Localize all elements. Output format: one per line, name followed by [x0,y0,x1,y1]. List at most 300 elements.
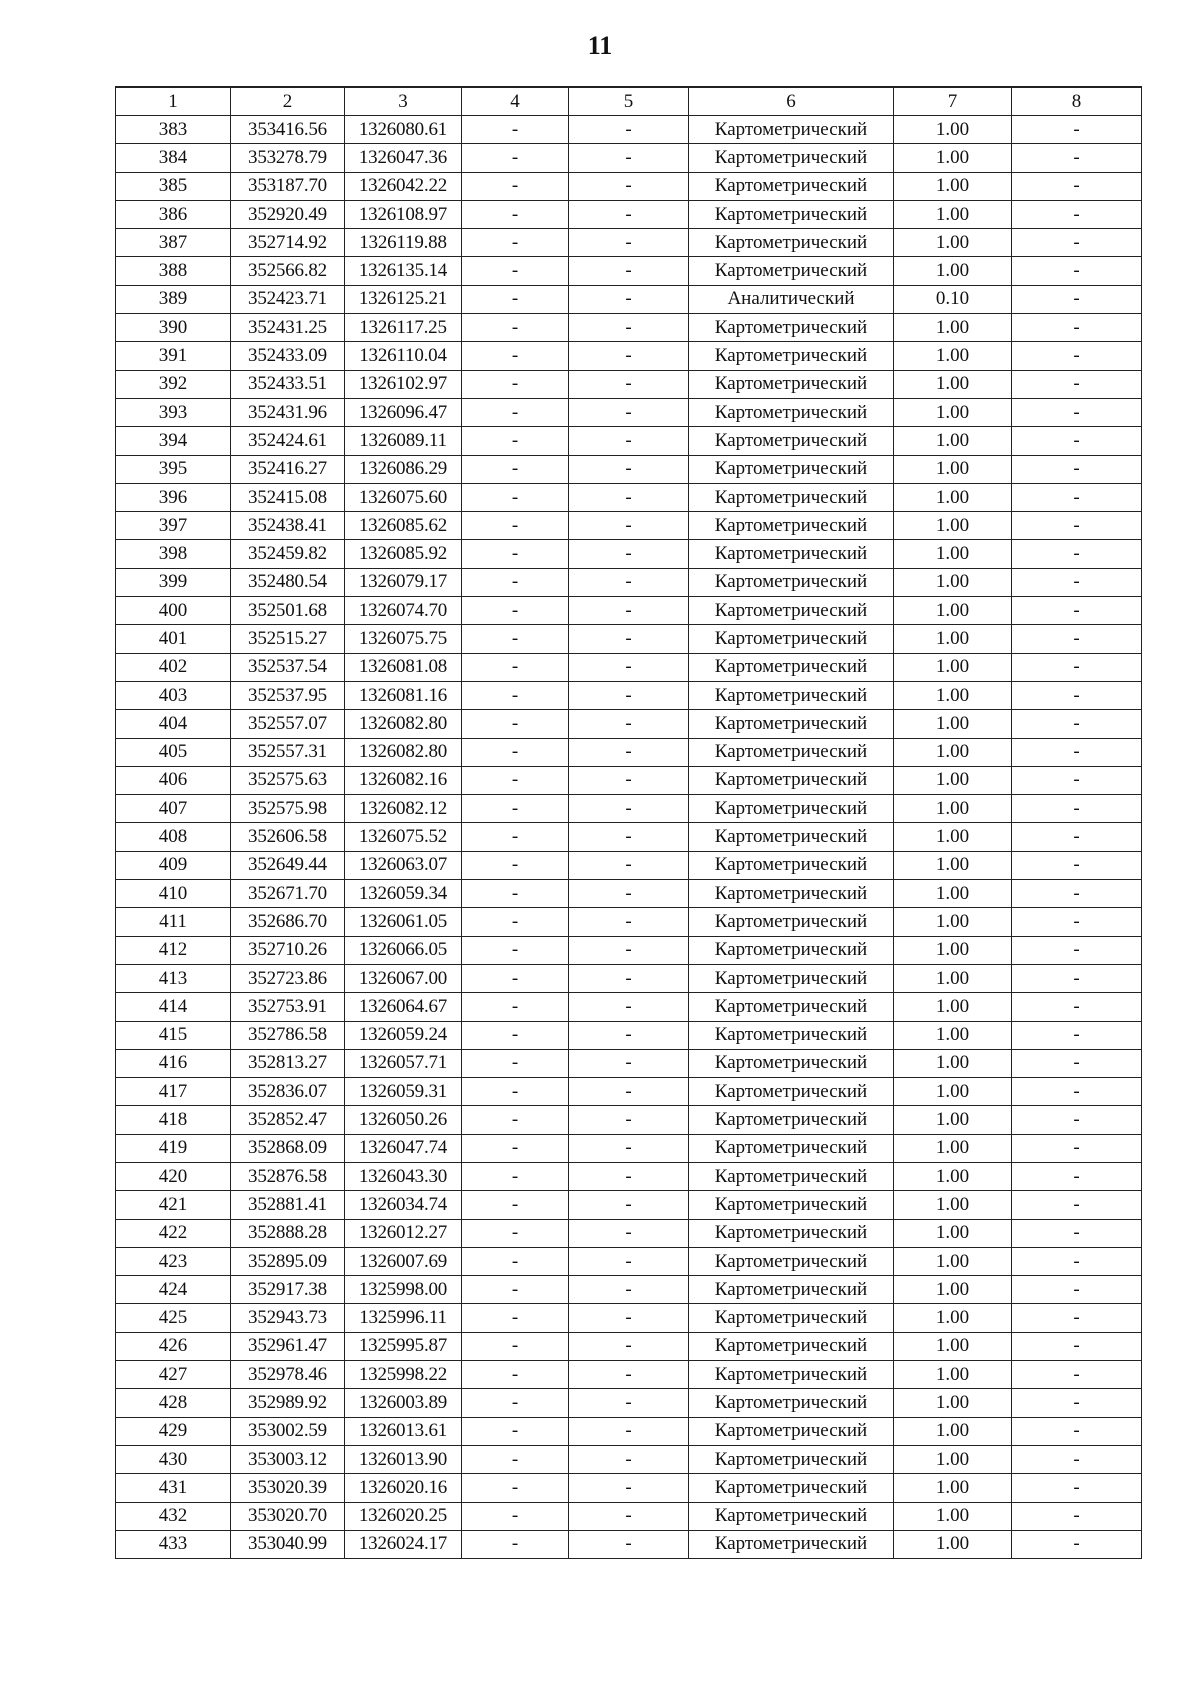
method-cell: Картометрический [689,1389,894,1417]
point-number-cell: 421 [116,1191,231,1219]
y-coordinate-cell: 1326012.27 [345,1219,462,1247]
column-4-cell: - [462,1389,569,1417]
x-coordinate-cell: 352431.25 [231,314,345,342]
column-5-cell: - [569,483,689,511]
x-coordinate-cell: 352920.49 [231,200,345,228]
column-5-cell: - [569,795,689,823]
point-number-cell: 406 [116,766,231,794]
column-5-cell: - [569,681,689,709]
method-cell: Картометрический [689,144,894,172]
point-number-cell: 384 [116,144,231,172]
method-cell: Картометрический [689,936,894,964]
table-row [116,1502,1142,1530]
accuracy-cell: 1.00 [894,1134,1012,1162]
column-header: 3 [345,87,462,116]
column-5-cell: - [569,908,689,936]
point-number-cell: 402 [116,653,231,681]
table-row [116,738,1142,766]
point-number-cell: 398 [116,540,231,568]
method-cell: Картометрический [689,1502,894,1530]
accuracy-cell: 1.00 [894,795,1012,823]
point-number-cell: 383 [116,116,231,144]
point-number-cell: 427 [116,1361,231,1389]
table-row [116,1021,1142,1049]
table-row [116,766,1142,794]
column-4-cell: - [462,880,569,908]
accuracy-cell: 1.00 [894,257,1012,285]
accuracy-cell: 1.00 [894,144,1012,172]
column-8-cell: - [1012,342,1142,370]
table-row [116,144,1142,172]
method-cell: Картометрический [689,257,894,285]
column-5-cell: - [569,1502,689,1530]
column-8-cell: - [1012,1219,1142,1247]
accuracy-cell: 1.00 [894,1502,1012,1530]
method-cell: Картометрический [689,172,894,200]
column-8-cell: - [1012,1078,1142,1106]
x-coordinate-cell: 352961.47 [231,1332,345,1360]
x-coordinate-cell: 352723.86 [231,964,345,992]
x-coordinate-cell: 353003.12 [231,1445,345,1473]
method-cell: Картометрический [689,1078,894,1106]
y-coordinate-cell: 1326063.07 [345,851,462,879]
accuracy-cell: 1.00 [894,1191,1012,1219]
accuracy-cell: 1.00 [894,540,1012,568]
y-coordinate-cell: 1326081.16 [345,681,462,709]
column-header: 1 [116,87,231,116]
method-cell: Картометрический [689,455,894,483]
point-number-cell: 423 [116,1247,231,1275]
table-row [116,172,1142,200]
table-row [116,398,1142,426]
method-cell: Картометрический [689,851,894,879]
method-cell: Картометрический [689,597,894,625]
column-8-cell: - [1012,172,1142,200]
column-4-cell: - [462,455,569,483]
x-coordinate-cell: 352989.92 [231,1389,345,1417]
y-coordinate-cell: 1325995.87 [345,1332,462,1360]
method-cell: Картометрический [689,1417,894,1445]
column-5-cell: - [569,370,689,398]
column-5-cell: - [569,342,689,370]
y-coordinate-cell: 1326042.22 [345,172,462,200]
table-row [116,314,1142,342]
y-coordinate-cell: 1326080.61 [345,116,462,144]
method-cell: Картометрический [689,964,894,992]
method-cell: Картометрический [689,738,894,766]
y-coordinate-cell: 1326059.31 [345,1078,462,1106]
x-coordinate-cell: 352836.07 [231,1078,345,1106]
accuracy-cell: 1.00 [894,823,1012,851]
x-coordinate-cell: 352575.98 [231,795,345,823]
table-row [116,1134,1142,1162]
column-8-cell: - [1012,710,1142,738]
column-header: 5 [569,87,689,116]
method-cell: Картометрический [689,1445,894,1473]
accuracy-cell: 1.00 [894,908,1012,936]
column-8-cell: - [1012,1474,1142,1502]
table-row [116,512,1142,540]
x-coordinate-cell: 352714.92 [231,229,345,257]
accuracy-cell: 1.00 [894,1361,1012,1389]
y-coordinate-cell: 1326067.00 [345,964,462,992]
accuracy-cell: 1.00 [894,455,1012,483]
accuracy-cell: 1.00 [894,116,1012,144]
method-cell: Картометрический [689,625,894,653]
method-cell: Картометрический [689,342,894,370]
column-4-cell: - [462,172,569,200]
column-5-cell: - [569,1361,689,1389]
column-5-cell: - [569,1474,689,1502]
column-4-cell: - [462,1191,569,1219]
point-number-cell: 414 [116,993,231,1021]
method-cell: Картометрический [689,1530,894,1558]
y-coordinate-cell: 1326059.34 [345,880,462,908]
point-number-cell: 425 [116,1304,231,1332]
y-coordinate-cell: 1326075.60 [345,483,462,511]
column-8-cell: - [1012,427,1142,455]
y-coordinate-cell: 1326066.05 [345,936,462,964]
column-5-cell: - [569,200,689,228]
column-8-cell: - [1012,823,1142,851]
column-5-cell: - [569,851,689,879]
y-coordinate-cell: 1326082.80 [345,738,462,766]
column-4-cell: - [462,144,569,172]
method-cell: Картометрический [689,398,894,426]
accuracy-cell: 1.00 [894,229,1012,257]
y-coordinate-cell: 1326020.25 [345,1502,462,1530]
method-cell: Картометрический [689,880,894,908]
column-5-cell: - [569,1219,689,1247]
y-coordinate-cell: 1326119.88 [345,229,462,257]
point-number-cell: 410 [116,880,231,908]
point-number-cell: 413 [116,964,231,992]
table-row [116,993,1142,1021]
column-4-cell: - [462,1247,569,1275]
method-cell: Картометрический [689,1021,894,1049]
column-8-cell: - [1012,455,1142,483]
table-row [116,1474,1142,1502]
column-4-cell: - [462,993,569,1021]
y-coordinate-cell: 1326079.17 [345,568,462,596]
x-coordinate-cell: 352415.08 [231,483,345,511]
accuracy-cell: 1.00 [894,851,1012,879]
column-4-cell: - [462,229,569,257]
y-coordinate-cell: 1326074.70 [345,597,462,625]
y-coordinate-cell: 1326135.14 [345,257,462,285]
table-row [116,1304,1142,1332]
column-4-cell: - [462,766,569,794]
accuracy-cell: 1.00 [894,1049,1012,1077]
y-coordinate-cell: 1326007.69 [345,1247,462,1275]
column-4-cell: - [462,625,569,653]
point-number-cell: 385 [116,172,231,200]
column-8-cell: - [1012,314,1142,342]
y-coordinate-cell: 1326089.11 [345,427,462,455]
column-4-cell: - [462,314,569,342]
y-coordinate-cell: 1325996.11 [345,1304,462,1332]
column-4-cell: - [462,1134,569,1162]
point-number-cell: 388 [116,257,231,285]
method-cell: Картометрический [689,1162,894,1190]
column-8-cell: - [1012,116,1142,144]
table-row [116,1078,1142,1106]
point-number-cell: 396 [116,483,231,511]
column-5-cell: - [569,398,689,426]
column-5-cell: - [569,1304,689,1332]
accuracy-cell: 1.00 [894,342,1012,370]
x-coordinate-cell: 352423.71 [231,285,345,313]
accuracy-cell: 1.00 [894,314,1012,342]
column-5-cell: - [569,823,689,851]
column-5-cell: - [569,1389,689,1417]
column-5-cell: - [569,993,689,1021]
coordinates-table [115,86,1142,1559]
column-5-cell: - [569,1247,689,1275]
x-coordinate-cell: 352710.26 [231,936,345,964]
point-number-cell: 431 [116,1474,231,1502]
column-5-cell: - [569,1078,689,1106]
column-4-cell: - [462,738,569,766]
accuracy-cell: 1.00 [894,1417,1012,1445]
point-number-cell: 433 [116,1530,231,1558]
column-8-cell: - [1012,1134,1142,1162]
x-coordinate-cell: 352686.70 [231,908,345,936]
column-4-cell: - [462,1106,569,1134]
column-4-cell: - [462,1417,569,1445]
method-cell: Картометрический [689,512,894,540]
column-5-cell: - [569,116,689,144]
point-number-cell: 387 [116,229,231,257]
accuracy-cell: 1.00 [894,1078,1012,1106]
accuracy-cell: 1.00 [894,1021,1012,1049]
column-5-cell: - [569,1276,689,1304]
x-coordinate-cell: 352649.44 [231,851,345,879]
point-number-cell: 397 [116,512,231,540]
table-row [116,370,1142,398]
x-coordinate-cell: 352978.46 [231,1361,345,1389]
accuracy-cell: 1.00 [894,993,1012,1021]
table-row [116,200,1142,228]
x-coordinate-cell: 352459.82 [231,540,345,568]
y-coordinate-cell: 1326110.04 [345,342,462,370]
column-4-cell: - [462,908,569,936]
column-4-cell: - [462,1276,569,1304]
column-5-cell: - [569,1417,689,1445]
column-5-cell: - [569,1530,689,1558]
x-coordinate-cell: 352537.95 [231,681,345,709]
y-coordinate-cell: 1326081.08 [345,653,462,681]
column-8-cell: - [1012,681,1142,709]
x-coordinate-cell: 352813.27 [231,1049,345,1077]
accuracy-cell: 1.00 [894,880,1012,908]
column-8-cell: - [1012,200,1142,228]
column-4-cell: - [462,512,569,540]
point-number-cell: 403 [116,681,231,709]
column-4-cell: - [462,1049,569,1077]
x-coordinate-cell: 352424.61 [231,427,345,455]
accuracy-cell: 1.00 [894,1389,1012,1417]
accuracy-cell: 1.00 [894,1445,1012,1473]
x-coordinate-cell: 353416.56 [231,116,345,144]
column-5-cell: - [569,1106,689,1134]
x-coordinate-cell: 352786.58 [231,1021,345,1049]
method-cell: Картометрический [689,993,894,1021]
accuracy-cell: 1.00 [894,483,1012,511]
column-5-cell: - [569,540,689,568]
x-coordinate-cell: 352537.54 [231,653,345,681]
column-8-cell: - [1012,908,1142,936]
point-number-cell: 392 [116,370,231,398]
table-row [116,1332,1142,1360]
column-4-cell: - [462,285,569,313]
x-coordinate-cell: 353020.39 [231,1474,345,1502]
column-4-cell: - [462,370,569,398]
table-row [116,710,1142,738]
x-coordinate-cell: 352416.27 [231,455,345,483]
table-row [116,1530,1142,1558]
column-8-cell: - [1012,1106,1142,1134]
method-cell: Картометрический [689,1219,894,1247]
column-4-cell: - [462,1332,569,1360]
column-8-cell: - [1012,1502,1142,1530]
table-row [116,653,1142,681]
table-row [116,1162,1142,1190]
table-row [116,823,1142,851]
column-4-cell: - [462,398,569,426]
point-number-cell: 409 [116,851,231,879]
table-row [116,483,1142,511]
y-coordinate-cell: 1326117.25 [345,314,462,342]
accuracy-cell: 1.00 [894,1162,1012,1190]
y-coordinate-cell: 1326125.21 [345,285,462,313]
column-5-cell: - [569,880,689,908]
x-coordinate-cell: 352895.09 [231,1247,345,1275]
point-number-cell: 412 [116,936,231,964]
x-coordinate-cell: 352433.09 [231,342,345,370]
column-5-cell: - [569,710,689,738]
method-cell: Картометрический [689,427,894,455]
column-8-cell: - [1012,512,1142,540]
accuracy-cell: 1.00 [894,681,1012,709]
accuracy-cell: 1.00 [894,964,1012,992]
column-8-cell: - [1012,936,1142,964]
column-8-cell: - [1012,1332,1142,1360]
point-number-cell: 400 [116,597,231,625]
method-cell: Картометрический [689,1276,894,1304]
method-cell: Картометрический [689,314,894,342]
column-5-cell: - [569,427,689,455]
column-4-cell: - [462,257,569,285]
x-coordinate-cell: 353278.79 [231,144,345,172]
y-coordinate-cell: 1326013.90 [345,1445,462,1473]
point-number-cell: 411 [116,908,231,936]
accuracy-cell: 1.00 [894,653,1012,681]
x-coordinate-cell: 352431.96 [231,398,345,426]
x-coordinate-cell: 352606.58 [231,823,345,851]
column-4-cell: - [462,681,569,709]
column-8-cell: - [1012,1191,1142,1219]
y-coordinate-cell: 1326102.97 [345,370,462,398]
method-cell: Картометрический [689,710,894,738]
column-5-cell: - [569,597,689,625]
table-row [116,597,1142,625]
accuracy-cell: 1.00 [894,738,1012,766]
table-row [116,1361,1142,1389]
x-coordinate-cell: 352575.63 [231,766,345,794]
column-header: 2 [231,87,345,116]
column-8-cell: - [1012,738,1142,766]
method-cell: Картометрический [689,1247,894,1275]
column-8-cell: - [1012,964,1142,992]
x-coordinate-cell: 352557.07 [231,710,345,738]
accuracy-cell: 1.00 [894,1304,1012,1332]
x-coordinate-cell: 352433.51 [231,370,345,398]
accuracy-cell: 1.00 [894,1106,1012,1134]
column-5-cell: - [569,229,689,257]
column-4-cell: - [462,936,569,964]
column-5-cell: - [569,964,689,992]
y-coordinate-cell: 1325998.00 [345,1276,462,1304]
column-5-cell: - [569,1021,689,1049]
column-8-cell: - [1012,370,1142,398]
x-coordinate-cell: 352671.70 [231,880,345,908]
column-4-cell: - [462,342,569,370]
accuracy-cell: 1.00 [894,200,1012,228]
point-number-cell: 417 [116,1078,231,1106]
point-number-cell: 429 [116,1417,231,1445]
column-5-cell: - [569,314,689,342]
column-5-cell: - [569,1332,689,1360]
accuracy-cell: 1.00 [894,1276,1012,1304]
x-coordinate-cell: 352438.41 [231,512,345,540]
table-row [116,229,1142,257]
column-8-cell: - [1012,285,1142,313]
accuracy-cell: 1.00 [894,512,1012,540]
column-5-cell: - [569,936,689,964]
column-8-cell: - [1012,1304,1142,1332]
x-coordinate-cell: 352501.68 [231,597,345,625]
table-header-row [116,87,1142,116]
column-8-cell: - [1012,1021,1142,1049]
table-row [116,1049,1142,1077]
y-coordinate-cell: 1326085.92 [345,540,462,568]
method-cell: Картометрический [689,370,894,398]
column-5-cell: - [569,455,689,483]
column-8-cell: - [1012,483,1142,511]
point-number-cell: 399 [116,568,231,596]
accuracy-cell: 1.00 [894,568,1012,596]
column-8-cell: - [1012,653,1142,681]
column-5-cell: - [569,738,689,766]
column-8-cell: - [1012,1049,1142,1077]
column-4-cell: - [462,823,569,851]
table-row [116,1219,1142,1247]
column-4-cell: - [462,1474,569,1502]
x-coordinate-cell: 352868.09 [231,1134,345,1162]
accuracy-cell: 1.00 [894,597,1012,625]
method-cell: Картометрический [689,681,894,709]
column-5-cell: - [569,1191,689,1219]
method-cell: Картометрический [689,1134,894,1162]
point-number-cell: 424 [116,1276,231,1304]
x-coordinate-cell: 352480.54 [231,568,345,596]
page-number: 11 [587,31,613,60]
accuracy-cell: 1.00 [894,1474,1012,1502]
method-cell: Картометрический [689,908,894,936]
point-number-cell: 415 [116,1021,231,1049]
table-row [116,1389,1142,1417]
